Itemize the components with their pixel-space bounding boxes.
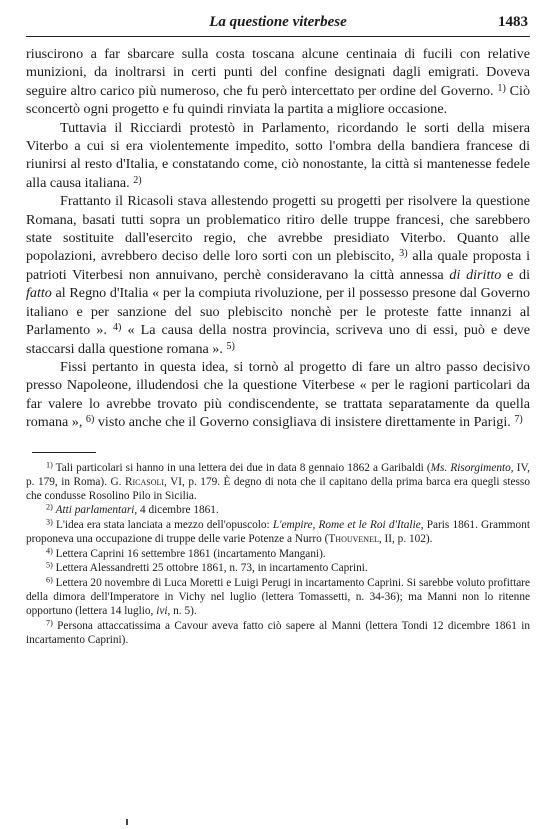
- footnote: [26, 619, 530, 647]
- footnote: [26, 547, 530, 561]
- paragraph: [26, 358, 530, 432]
- footnote-ref: 5): [226, 340, 235, 352]
- print-mark: [126, 819, 128, 825]
- footnote: [26, 518, 530, 546]
- footnote: [26, 503, 530, 517]
- italic-text: di diritto: [449, 266, 502, 283]
- footnote-ref: 3): [399, 248, 408, 260]
- footnote-ref: 2): [46, 502, 53, 512]
- footnote: [26, 561, 530, 575]
- footnote-ref: 6): [46, 575, 53, 585]
- footnote-separator: [32, 452, 96, 453]
- text-run: visto anche che il Governo consigliava di insistere direttamente in Parigi.: [94, 414, 515, 431]
- footnote-ref: 7): [514, 413, 523, 425]
- text-run: Tuttavia il Ricciardi protestò in Parlamento, ricordando le sorti della misera Viterbo a cui si era violentemente impedito, sotto l'ombra della bandiera francese di riunirsi al resto d'Italia, e constatando come, ciò nonostante, la città si mantenesse fedele alla causa italiana.: [26, 119, 530, 191]
- footnote-ref: 5): [46, 560, 53, 570]
- text-run: « La causa della nostra provincia, scriveva uno di essi, può e deve staccarsi dalla questione romana ».: [26, 322, 530, 357]
- text-run: , 4 dicembre 1861.: [134, 504, 219, 517]
- text-run: Lettera Caprini 16 settembre 1861 (incartamento Mangani).: [52, 547, 326, 560]
- running-header: [26, 10, 530, 37]
- italic-text: L'empire, Rome et le Roi d'Italie: [272, 518, 421, 531]
- text-run: , II, p. 102).: [378, 533, 433, 545]
- main-text: [26, 45, 530, 432]
- text-run: , Paris 1861. Grammont proponeva una occupazione di truppe delle varie Potenze a Nurro (: [26, 518, 530, 545]
- italic-text: Atti parlamentari: [55, 504, 135, 517]
- text-run: Tali particolari si hanno in una lettera dei due in data 8 gennaio 1862 a Garibaldi (: [52, 461, 431, 474]
- footnote-ref: 1): [46, 460, 53, 470]
- text-run: alla quale proposta i patrioti Viterbesi non annuivano, perchè consideravano la città annessa: [26, 248, 530, 283]
- text-run: Persona attaccatissima a Cavour aveva fatto ciò sapere al Manni (lettera Tondi 12 dicembre 1861 in incartamento Caprini).: [26, 619, 530, 646]
- italic-text: ivi: [156, 604, 168, 617]
- footnotes: [26, 461, 530, 647]
- text-run: Frattanto il Ricasoli stava allestendo progetti su progetti per risolvere la questione Romana, basati tutti sopra un problematico ritiro delle truppe francesi, che sarebbero state sostituite dall'esercito regio, che avrebbe presidiato Viterbo. Quanto alle popolazioni, avrebbero deciso delle loro sorti con un plebiscito,: [26, 193, 530, 265]
- running-title: La questione viterbese: [209, 14, 347, 30]
- italic-text: fatto: [26, 285, 52, 302]
- text-run: Fissi pertanto in questa idea, si tornò al progetto di fare un altro passo decisivo presso Napoleone, illudendosi che la questione Viterbese « per le ragioni particolari da far valere lo avrebbe trovato più condiscendente, se trattata separatamente da quella romana »,: [26, 358, 530, 431]
- paragraph: [26, 45, 530, 119]
- footnote: [26, 461, 530, 503]
- author-name: Thouvenel: [328, 533, 379, 545]
- footnote-ref: 6): [85, 413, 95, 425]
- italic-text: Ms. Risorgimento: [430, 461, 511, 474]
- text-run: al Regno d'Italia « per la compiuta rivoluzione, per il possesso presone dal Governo italiano e per sanzione del suo plebiscito nonchè per le proteste fatte innanzi al Parlamento ».: [26, 285, 530, 339]
- footnote-ref: 4): [112, 321, 122, 333]
- text-run: Ciò sconcertò ogni progetto e fu quindi rinviata la partita a migliore occasione.: [26, 82, 531, 118]
- page-number: 1483: [498, 14, 528, 30]
- footnote: [26, 576, 530, 618]
- text-run: Lettera Alessandretti 25 ottobre 1861, n. 73, in incartamento Caprini.: [52, 562, 368, 575]
- text-run: , n. 5).: [167, 604, 197, 617]
- text-run: , IV, p. 179, in Roma). G.: [26, 461, 531, 488]
- text-run: Lettera 20 novembre di Luca Moretti e Luigi Perugi in incartamento Caprini. Si sarebbe voluto profittare della dimora dell'Imperatore in Vichy nel luglio (lettera Tomassetti, n. 34-36); ma Manni non lo ritenne opportuno (lettera 14 luglio,: [26, 576, 530, 617]
- paragraph: [26, 192, 530, 358]
- footnote-ref: 1): [497, 82, 506, 94]
- footnote-ref: 2): [133, 174, 142, 186]
- text-run: , VI, p. 179. È degno di nota che il capitano della prima barca era quegli stesso che condusse Rosolino Pilo in Sicilia.: [26, 475, 530, 502]
- footnote-ref: 4): [46, 546, 53, 556]
- text-run: riuscirono a far sbarcare sulla costa toscana alcune centinaia di fucili con relative munizioni, da inoltrarsi in certi punti del confine designati dagli emigrati. Doveva seguire altro carico più numeroso, che fu però intercettato per ordine del Governo.: [26, 46, 530, 99]
- book-page: [26, 10, 530, 647]
- text-run: e di: [501, 266, 530, 283]
- footnote-ref: 7): [46, 618, 53, 628]
- author-name: Ricasoli: [124, 475, 165, 488]
- paragraph: [26, 119, 530, 193]
- text-run: L'idea era stata lanciata a mezzo dell'opuscolo:: [52, 518, 273, 531]
- footnote-ref: 3): [46, 517, 53, 527]
